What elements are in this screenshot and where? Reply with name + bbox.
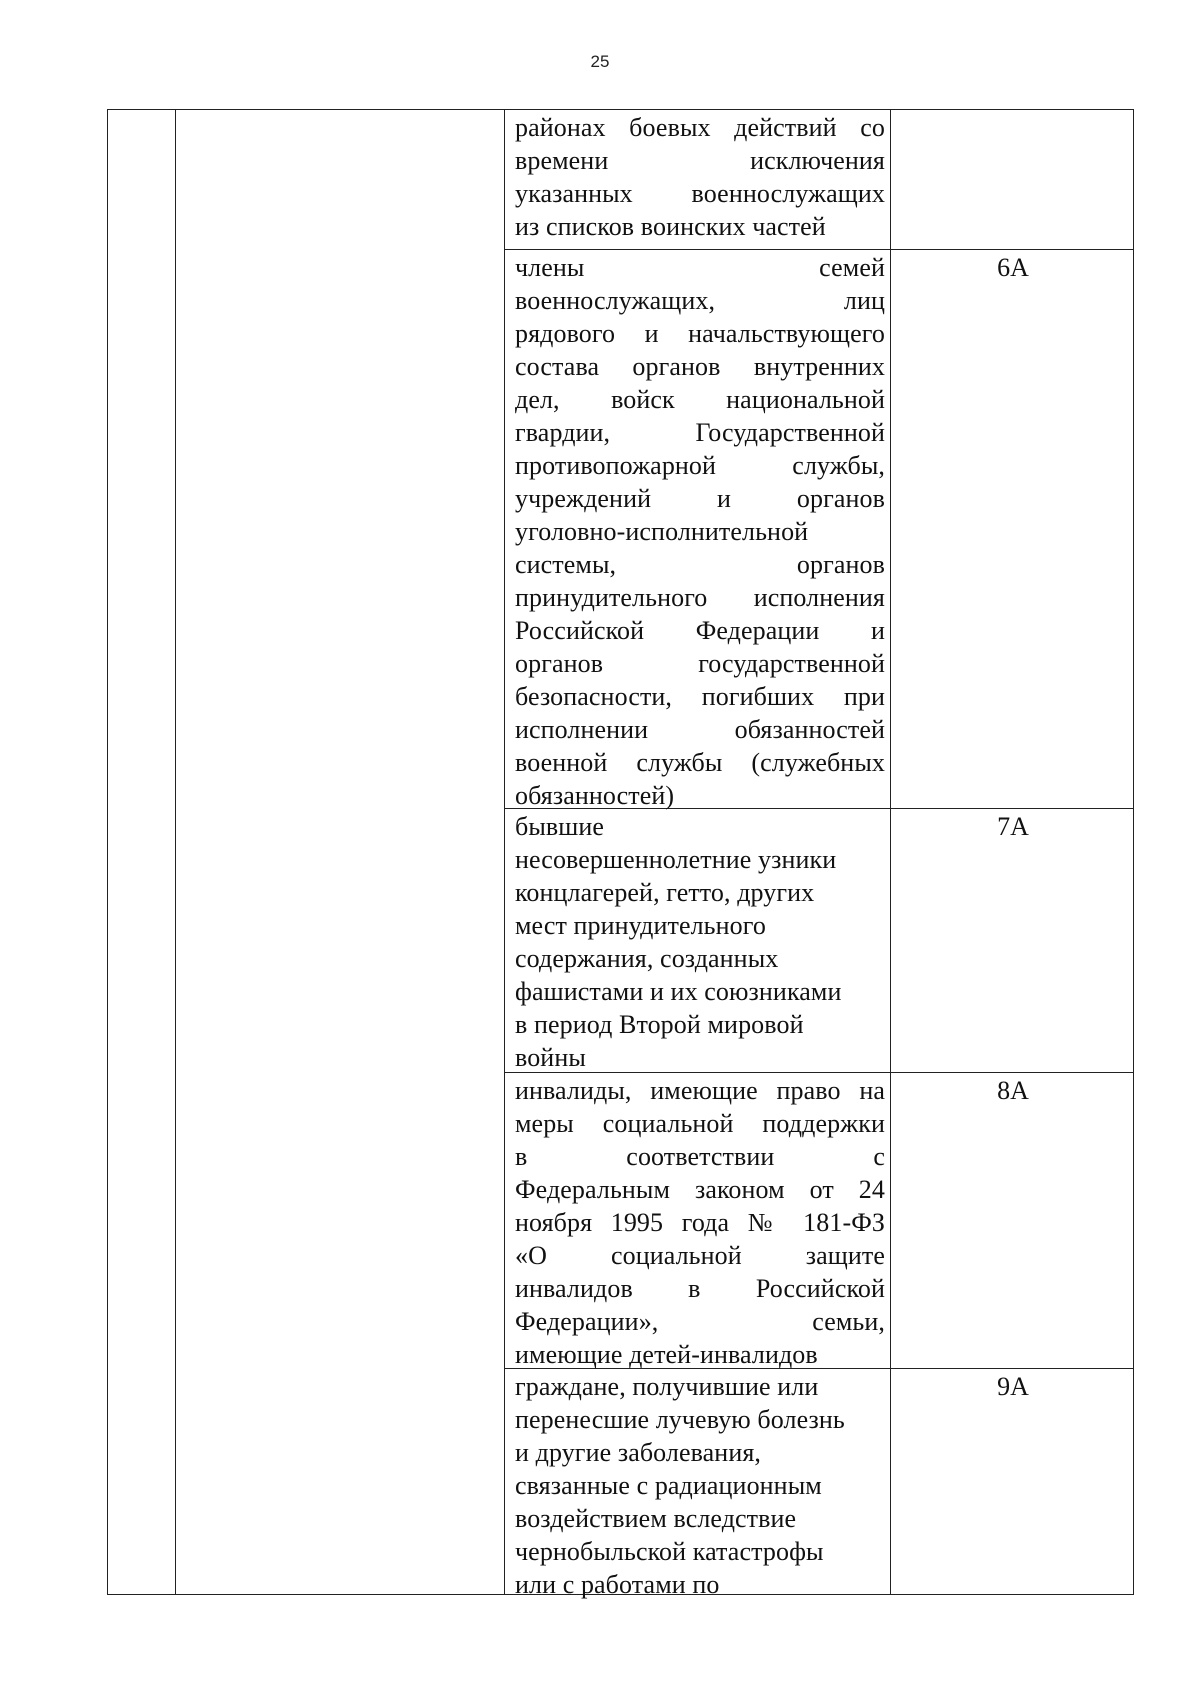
column-divider-2 [504, 109, 505, 1595]
table-row-code: 7А [997, 812, 1029, 841]
row-divider-1 [504, 249, 1134, 250]
table-row-code: 6А [997, 253, 1029, 282]
table-row-category-text: граждане, получившие или перенесшие лучевую болезнь и другие заболевания, связанные с радиационным воздействием вследствие чернобыльской катастрофы или с работами по [515, 1372, 845, 1599]
table-row-code: 9А [997, 1372, 1029, 1401]
column-divider-3 [890, 109, 891, 1595]
table-row-category-text: бывшие несовершеннолетние узники концлагерей, гетто, других мест принудительного содержания, созданных фашистами и их союзниками в период Второй мировой войны [515, 812, 842, 1072]
benefits-table [107, 109, 1134, 1599]
table-row-code: 8А [997, 1076, 1029, 1105]
table-row-category-text: инвалиды, имеющие право на меры социальной поддержки в соответствии с Федеральным законом от 24 ноября 1995 года № 181-ФЗ «О социальной защите инвалидов в Российской Федерации», семьи, имеющие детей-инвалидов [515, 1076, 885, 1369]
table-row-category-text: районах боевых действий со времени исключения указанных военнослужащих из списков воинских частей [515, 113, 885, 241]
table-row-category-text: члены семей военнослужащих, лиц рядового и начальствующего состава органов внутренних дел, войск национальной гвардии, Государственной противопожарной службы, учреждений и органов уголовно-исполнительной системы, органов принудительного исполнения Российской Федерации и органов государственной безопасности, погибших при исполнении обязанностей военной службы (служебных обязанностей) [515, 253, 885, 810]
table-border-top [107, 109, 1134, 110]
column-divider-1 [175, 109, 176, 1595]
page-number: 25 [590, 52, 610, 71]
table-border-left [107, 109, 108, 1595]
